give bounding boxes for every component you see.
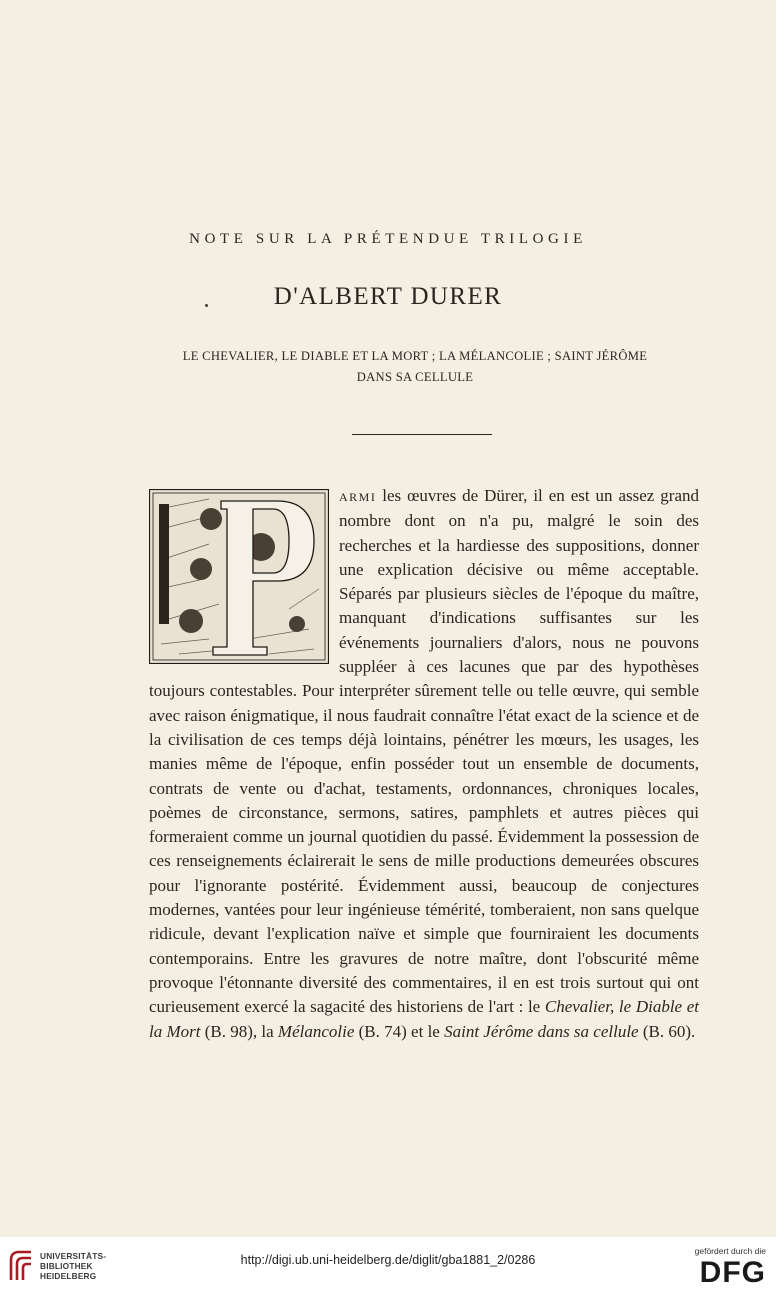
first-word-small-caps: ARMI — [339, 490, 377, 504]
subtitle — [150, 346, 680, 388]
library-name-line-2: BIBLIOTHEK — [40, 1261, 93, 1271]
title-line-2: D'ALBERT DURER — [273, 283, 503, 310]
library-name-line-3: HEIDELBERG — [40, 1271, 97, 1281]
permalink-url[interactable]: http://digi.ub.uni-heidelberg.de/diglit/gba1881_2/0286 — [240, 1253, 536, 1267]
initial-space — [149, 484, 339, 668]
funding-note: gefördert durch die — [694, 1246, 766, 1256]
title-line-1: NOTE SUR LA PRÉTENDUE TRILOGIE — [189, 231, 587, 247]
subtitle-line-2: DANS SA CELLULE — [356, 370, 474, 384]
work-title-chevalier: Chevalier, le Diable et la Mort — [149, 997, 699, 1041]
subtitle-line-1: LE CHEVALIER, LE DIABLE ET LA MORT ; LA MÉLANCOLIE ; SAINT JÉRÔME — [182, 349, 648, 363]
body-ref-3: (B. 60). — [638, 1021, 696, 1041]
body-paragraph — [149, 484, 699, 1044]
section-divider — [352, 434, 492, 435]
library-name-line-1: UNIVERSITÄTS- — [40, 1251, 107, 1261]
body-ref-1: (B. 98), la — [200, 1021, 278, 1041]
work-title-saint-jerome: Saint Jérôme dans sa cellule — [444, 1021, 639, 1041]
dfg-logo[interactable]: DFG — [699, 1256, 766, 1289]
work-title-melancolie: Mélancolie — [277, 1021, 355, 1041]
body-ref-2: (B. 74) et le — [354, 1021, 445, 1041]
body-text-1: les œuvres de Dürer, il en est un assez grand nombre dont on n'a pu, malgré le soin des recherches et la hardiesse des suppositions, donner une explication décisive ou même acceptable. Séparés par plusieurs siècles de l'époque du maître, manquant d'indications suffisantes sur les événements journaliers d'alors, nous ne pouvons suppléer à ces lacunes que par des hypothèses toujours contestables. Pour interpréter sûrement telle ou telle œuvre, qui semble avec raison énigmatique, il nous faudrait connaître l'état exact de la science et de la civilisation de ces temps déjà lointains, pénétrer les mœurs, les usages, les manies même de l'époque, enfin posséder tout un ensemble de documents, contrats de vente ou d'achat, testaments, ordonnances, chroniques locales, poèmes de circonstance, sermons, satires, pamphlets et autres pièces qui formeraient comme un journal quotidien du passé. Évidemment la possession de ces renseignements éclairerait le sens de mille productions demeurées obscures pour l'ignorante postérité. Évidemment aussi, beaucoup de conjectures modernes, vantées pour leur ingénieuse témérité, tomberaient, non sans quelque ridicule, devant l'explication naïve et simple que fourniraient les documents contemporains. Entre les gravures de notre maître, dont l'obscurité même provoque l'étonnante diversité des commentaires, il en est trois surtout qui ont curieusement exercé la sagacité des historiens de l'art : le — [149, 486, 699, 1017]
